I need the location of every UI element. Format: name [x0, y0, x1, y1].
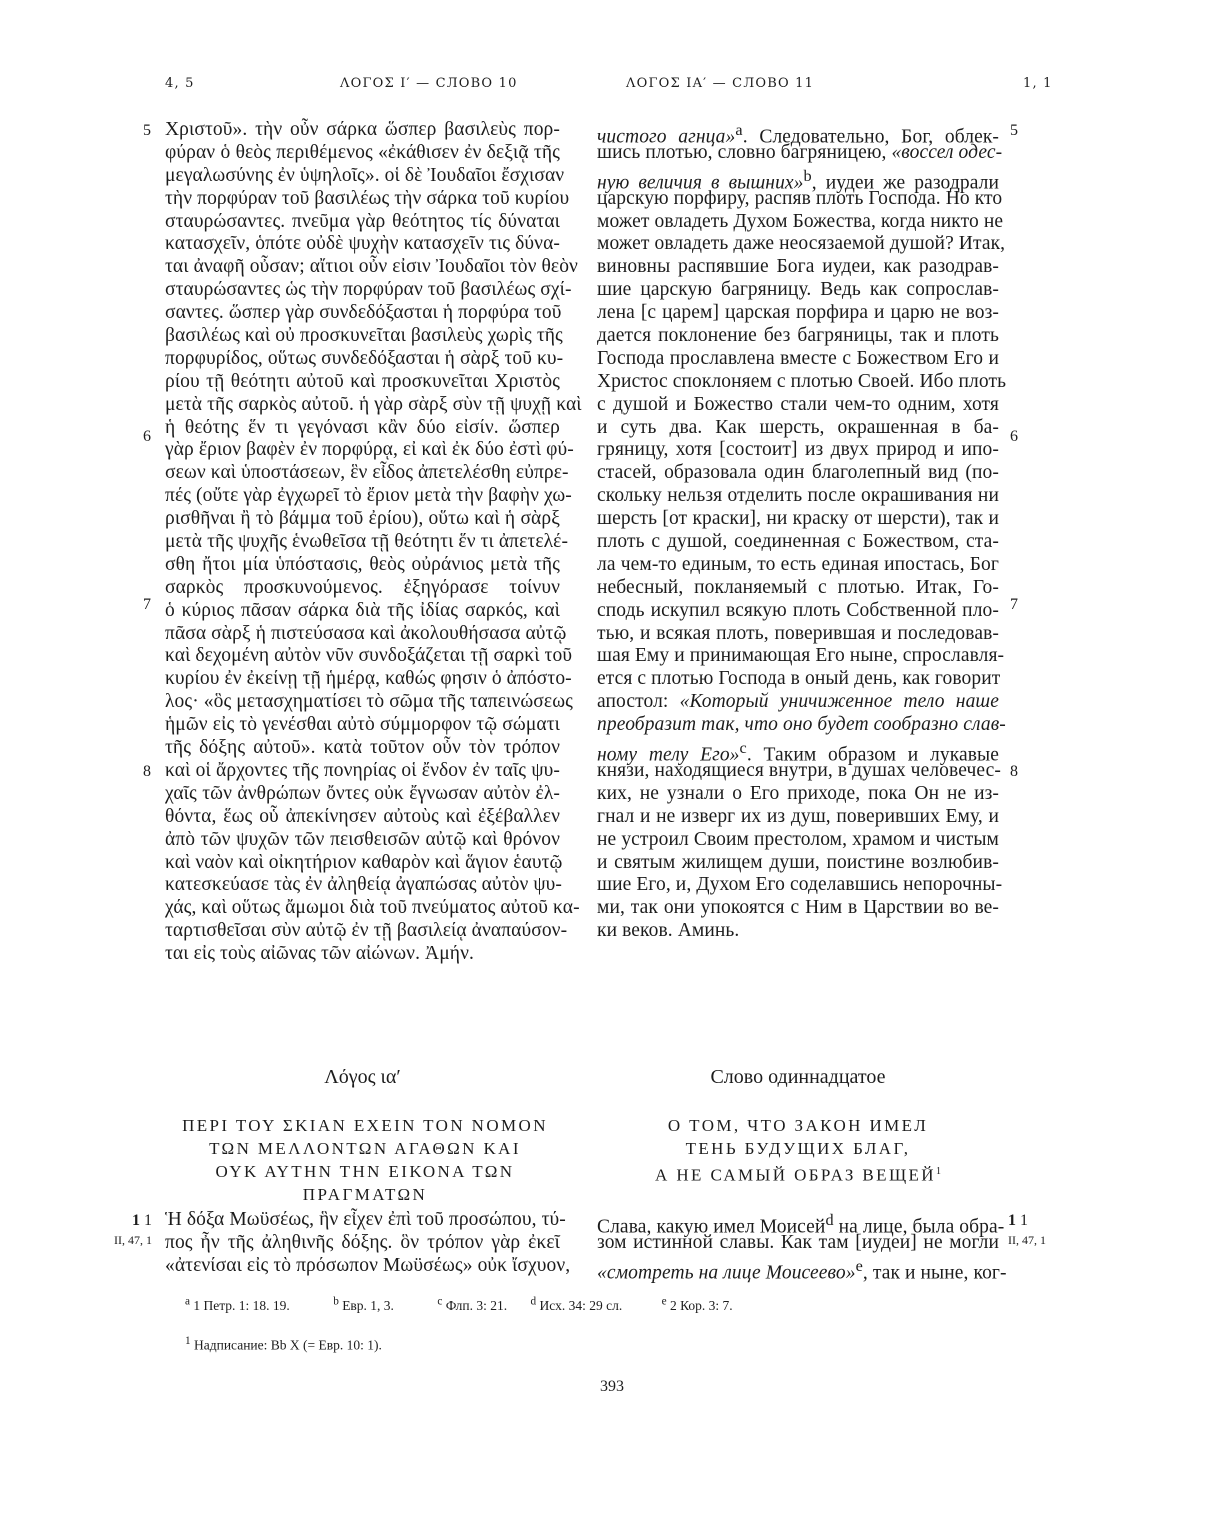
footnote-e-text: 2 Кор. 3: 7.: [669, 1297, 733, 1313]
footnote-c-text: Флп. 3: 21.: [445, 1297, 508, 1313]
text-line: и святым жилищем души, поистине возлюбив-: [597, 851, 999, 873]
left-margin-number: 7: [143, 596, 151, 613]
text-line: καὶ δεχομένη αὐτὸν νῦν συνδοξάζεται τῇ σαρκὶ τοῦ: [165, 645, 573, 667]
text-line: πορφυρίδος, οὕτως συνδεδόξασται ἡ σὰρξ τοῦ κυ-: [165, 347, 564, 369]
text-line: шись плотью, словно багряницею, «воссел одес-: [597, 141, 1003, 163]
text-line: Ἡ δόξα Μωϋσέως, ἣν εἶχεν ἐπὶ τοῦ προσώπου, τύ-: [165, 1209, 566, 1230]
subtitle-line: ТЕНЬ БУДУЩИХ БЛАГ,: [685, 1139, 911, 1158]
text-line: сподь искупил всякую плоть Собственной пло-: [597, 599, 999, 621]
text-line: ἡ θεότης ἕν τι γεγόνασι κἂν δύο εἰσίν. ὥσπερ: [165, 416, 560, 438]
text-line: стасей, образовала один благолепный вид (по-: [597, 462, 999, 484]
text-line: дается поклонение без багряницы, так и плоть: [597, 325, 999, 347]
text-line: шая Ему и принимающая Его ныне, спрославля-: [597, 645, 1005, 667]
text-line: ется с плотью Господа в оный день, как говорит: [597, 668, 1001, 690]
text-line: ми, так они упокоятся с Ним в Царствии во ве-: [597, 897, 999, 919]
subtitle-line: [597, 1160, 999, 1187]
text-line: и суть два. Как шерсть, окрашенная в ба-: [597, 416, 999, 438]
left-margin-number: 8: [143, 763, 151, 780]
footnote-1-text: Надписание: Bb X (= Евр. 10: 1).: [194, 1337, 382, 1353]
text-line: πος ἦν τῆς ἀληθινῆς δόξης. ὃν τρόπον γὰρ ἐκεῖ: [165, 1231, 560, 1253]
text-line: ρισθῆναι ἢ τὸ βάμμα τοῦ ἐρίου), οὕτω καὶ ἡ σὰρξ: [165, 508, 560, 530]
text-line: чистого агнца»$^a$. Следовательно, Бог, облек-: [597, 121, 999, 148]
chapter-number-bold: 1: [132, 1212, 140, 1229]
text-line: князи, находящиеся внутри, в душах человечес-: [597, 759, 1001, 781]
text-line: ла чем-то единым, то есть единая ипостась, Бог: [597, 553, 999, 575]
text-line: Слава, какую имел Моисей$^d$ на лице, была обра-: [597, 1211, 1005, 1238]
text-line: φύραν ὁ θεὸς περιθέμενος «ἐκάθισεν ἐν δεξιᾷ τῆς: [165, 141, 560, 163]
subtitle-line: ΟΥΚ ΑΥΤΗΝ ΤΗΝ ΕΙΚΟΝΑ ΤΩΝ ΠΡΑΓΜΑΤΩΝ: [215, 1162, 515, 1204]
text-line: преобразит так, что оно будет сообразно слав-: [597, 714, 1006, 736]
text-line: ται ἀναφῆ οὖσαν; αἴτιοι οὖν εἰσιν Ἰουδαῖοι τὸν θεὸν: [165, 256, 578, 278]
text-line: γὰρ ἔριον βαφὲν ἐν πορφύρᾳ, εἰ καὶ ἐκ δύο ἐστὶ φύ-: [165, 439, 574, 461]
left-header-ref: 4, 5: [165, 76, 195, 91]
footnote-d-text: Исх. 34: 29 сл.: [539, 1297, 623, 1313]
verse-number: 1: [1020, 1212, 1028, 1229]
text-line: ному телу Его»$^c$. Таким образом и лукавые: [597, 739, 999, 766]
text-line: κατασχεῖν, ὁπότε οὐδὲ ψυχὴν κατασχεῖν τις δύνα-: [165, 233, 560, 255]
footnote-a-text: 1 Петр. 1: 18. 19.: [193, 1297, 290, 1313]
text-line: μεγαλωσύνης ἐν ὑψηλοῖς». οἱ δὲ Ἰουδαῖοι ἔσχισαν: [165, 164, 565, 186]
text-line: καὶ ναὸν καὶ οἰκητήριον καθαρὸν καὶ ἅγιον ἑαυτῷ: [165, 851, 563, 873]
text-line: Христос споклоняем с плотью Своей. Ибо плоть: [597, 370, 1007, 392]
right-cross-reference: II, 47, 1: [1008, 1233, 1046, 1247]
footnotes-row: [185, 1295, 733, 1314]
text-line: ἡμῶν εἰς τὸ γενέσθαι αὐτὸ σύμμορφον τῷ σώματι: [165, 714, 560, 736]
footnote-c: $^c$ Флп. 3: 21.: [437, 1295, 508, 1313]
text-line: πές (οὔτε γὰρ ἐγχωρεῖ τὸ ἔριον μετὰ τὴν βαφὴν χω-: [165, 485, 572, 507]
text-line: не устроил Своим престолом, храмом и чистым: [597, 828, 999, 850]
footnote-b-text: Евр. 1, 3.: [342, 1297, 394, 1313]
text-line: апостол: «Который уничиженное тело наше: [597, 691, 999, 713]
right-chapter-marker: [1008, 1212, 1028, 1230]
left-chapter-marker: [110, 1212, 152, 1230]
left-margin-number: 5: [143, 122, 151, 139]
text-line: χαῖς τῶν ἀνθρώπων ὄντες οὐκ ἔγνωσαν αὐτὸν ἐλ-: [165, 782, 560, 804]
greek-section-subtitle: [165, 1114, 565, 1206]
text-line: скольку нельзя отделить после окрашивания ни: [597, 485, 999, 507]
text-line: «ἀτενίσαι εἰς τὸ πρόσωπον Μωϋσέως» οὐκ ἴσχυον,: [165, 1254, 571, 1276]
greek-text-column: [165, 119, 582, 966]
subtitle-line: ΤΩΝ ΜΕΛΛΟΝΤΩΝ ΑΓΑΘΩΝ ΚΑΙ: [209, 1139, 521, 1158]
text-line: гнал и не изверг их из душ, поверивших Ему, и: [597, 805, 999, 827]
text-line: σθη ἤτοι μία ὑπόστασις, θεὸς οὐράνιος μετὰ τῆς: [165, 553, 560, 575]
footnote-marker: 1: [935, 1166, 941, 1177]
left-margin-number: 6: [143, 428, 151, 445]
text-line: τῆς δόξης αὐτοῦ». κατὰ τοῦτον οὖν τὸν τρόπον: [165, 737, 560, 759]
text-line: ких, не узнали о Его приходе, пока Он не из-: [597, 782, 999, 804]
right-header-title: ΛΟΓΟΣ ΙΑ′ — СЛОВО 11: [626, 76, 815, 91]
text-line: зом истинной славы. Как там [иудеи] не могли: [597, 1231, 999, 1253]
right-margin-number: 6: [1010, 428, 1018, 445]
text-line: μετὰ τῆς ψυχῆς ἑνωθεῖσα τῇ θεότητι ἕν τι ἀπετελέ-: [165, 531, 569, 553]
text-line: тью, и всякая плоть, поверившая и последовав-: [597, 622, 999, 644]
text-line: Χριστοῦ». τὴν οὖν σάρκα ὥσπερ βασιλεὺς πορ-: [165, 119, 560, 140]
text-line: θόντα, ἕως οὗ ἀπεκίνησεν αὐτοὺς καὶ ἐξέβαλλεν: [165, 805, 560, 827]
text-line: с душой и Божество стали чем-то одним, хотя: [597, 393, 999, 415]
text-line: небесный, покланяемый с плотью. Итак, Го-: [597, 576, 999, 598]
text-line: σταυρώσαντες ὡς τὴν πορφύραν τοῦ βασιλέως σχί-: [165, 279, 572, 301]
text-line: σεων καὶ ὑποστάσεων, ἓν εἶδος ἀπετελέσθη εὐπρε-: [165, 462, 569, 484]
text-line: шие Его, и, Духом Его соделавшись непорочны-: [597, 874, 1003, 896]
subtitle-line: ΠΕΡΙ ΤΟΥ ΣΚΙΑΝ ΕΧΕΙΝ ΤΟΝ ΝΟΜΟΝ: [182, 1116, 548, 1135]
text-line: καὶ οἱ ἄρχοντες τῆς πονηρίας οἱ ἔνδον ἐν ταῖς ψυ-: [165, 759, 560, 781]
greek-section-title: Λόγος ια′: [324, 1066, 401, 1088]
text-line: может овладеть даже неосязаемой душой? Итак,: [597, 233, 1006, 255]
text-line: χάς, καὶ οὕτως ἄμωμοι διὰ τοῦ πνεύματος αὐτοῦ κα-: [165, 897, 580, 919]
text-line: ται εἰς τοὺς αἰῶνας τῶν αἰώνων. Ἀμήν.: [165, 943, 474, 965]
text-line: βασιλέως καὶ οὐ προσκυνεῖται βασιλεὺς χωρὶς τῆς: [165, 325, 563, 347]
russian-bottom-text: [597, 1209, 1007, 1284]
text-line: «смотреть на лице Моисеево»$^e$, так и ныне, ког-: [597, 1256, 1007, 1284]
right-header-ref: 1, 1: [1023, 76, 1053, 91]
text-line: λος· «ὃς μετασχηματίσει τὸ σῶμα τῆς ταπεινώσεως: [165, 691, 573, 713]
right-margin-number: 5: [1010, 122, 1018, 139]
chapter-number-bold: 1: [1008, 1212, 1016, 1229]
text-line: κατεσκεύασε τὰς ἐν ἀληθείᾳ ἀγαπώσας αὐτὸν ψυ-: [165, 874, 563, 896]
text-line: πᾶσα σὰρξ ἡ πιστεύσασα καὶ ἀκολουθήσασα αὐτῷ: [165, 622, 567, 644]
text-line: τὴν πορφύραν τοῦ βασιλέως τὴν σάρκα τοῦ κυρίου: [165, 187, 570, 209]
right-margin-number: 8: [1010, 763, 1018, 780]
subtitle-line-text: А НЕ САМЫЙ ОБРАЗ ВЕЩЕЙ: [655, 1165, 936, 1185]
text-line: гряницу, хотя [состоит] из двух природ и ипо-: [597, 439, 999, 461]
right-margin-number: 7: [1010, 596, 1018, 613]
text-line: ταρτισθεῖσαι σὺν αὐτῷ ἐν τῇ βασιλείᾳ ἀναπαύσον-: [165, 920, 568, 942]
text-line: σαρκὸς προσκυνούμενος. ἐξηγόρασε τοίνυν: [165, 576, 560, 598]
footnote-d: $^d$ Исх. 34: 29 сл.: [530, 1295, 623, 1313]
subtitle-line: О ТОМ, ЧТО ЗАКОН ИМЕЛ: [667, 1116, 929, 1135]
text-line: шие царскую багряницу. Ведь как сопрослав-: [597, 279, 999, 301]
footnote-a: $^a$ 1 Петр. 1: 18. 19.: [185, 1295, 290, 1313]
text-line: может овладеть Духом Божества, когда никто не: [597, 210, 1004, 232]
text-line: ки веков. Аминь.: [597, 920, 740, 942]
footnote-1: $^1$ Надписание: Bb X (= Евр. 10: 1).: [185, 1335, 382, 1353]
left-cross-reference: II, 47, 1: [114, 1233, 152, 1247]
text-line: ἀπὸ τῶν ψυχῶν τῶν πεισθεισῶν αὐτῷ καὶ θρόνον: [165, 828, 560, 850]
russian-section-title: Слово одиннадцатое: [710, 1066, 886, 1088]
text-line: лена [с царем] царская порфира и царю не воз-: [597, 302, 999, 324]
text-line: ную величия в вышних»$^b$, иудеи же разодрали: [597, 166, 999, 194]
footnote-b: $^b$ Евр. 1, 3.: [333, 1295, 394, 1313]
verse-number: 1: [144, 1212, 152, 1229]
text-line: плоть с душой, соединенная с Божеством, ста-: [597, 531, 999, 553]
text-line: виновны распявшие Бога иудеи, как разодрав-: [597, 256, 999, 278]
greek-bottom-text: [165, 1209, 571, 1278]
page-number: 393: [600, 1378, 624, 1395]
text-line: σαντες. ὥσπερ γὰρ συνδεδόξασται ἡ πορφύρα τοῦ: [165, 302, 562, 324]
left-header-title: ΛΟΓΟΣ Ι′ — СЛОВО 10: [340, 76, 518, 91]
russian-text-column: [597, 119, 1007, 943]
text-line: κυρίου ἐν ἐκείνῃ τῇ ἡμέρᾳ, καθώς φησιν ὁ ἀπόστο-: [165, 668, 572, 690]
text-line: μετὰ τῆς σαρκὸς αὐτοῦ. ἡ γὰρ σὰρξ σὺν τῇ ψυχῇ καὶ: [165, 393, 582, 415]
text-line: ρίου τῇ θεότητι αὐτοῦ καὶ προσκυνεῖται Χριστὸς: [165, 370, 560, 392]
text-line: шерсть [от краски], ни краску от шерсти), так и: [597, 508, 999, 530]
text-line: σταυρώσαντες. πνεῦμα γὰρ θεότητος τίς δύναται: [165, 210, 560, 232]
footnote-e: $^e$ 2 Кор. 3: 7.: [661, 1295, 733, 1313]
text-line: Господа прославлена вместе с Божеством Его и: [597, 347, 999, 369]
text-line: царскую порфиру, распяв плоть Господа. Но кто: [597, 187, 1003, 209]
text-line: ὁ κύριος πᾶσαν σάρκα διὰ τῆς ἰδίας σαρκός, καὶ: [165, 599, 560, 621]
russian-section-subtitle: [597, 1114, 999, 1187]
